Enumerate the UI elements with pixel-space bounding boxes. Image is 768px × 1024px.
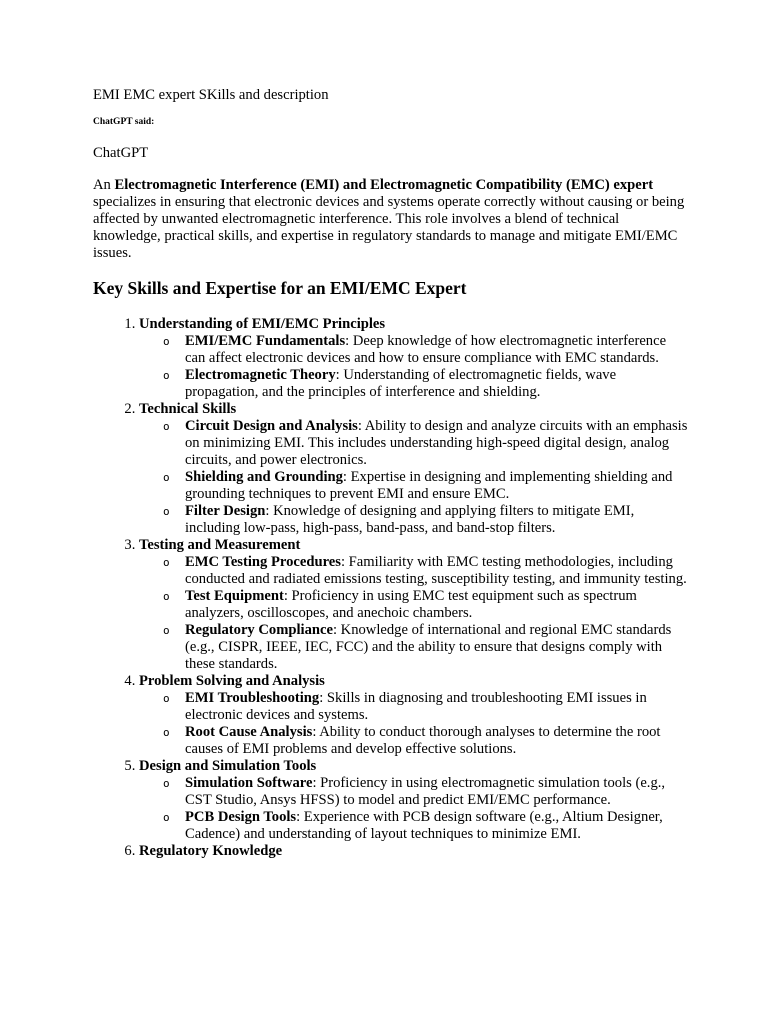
skill-category [139,843,688,860]
skill-category-title: Understanding of EMI/EMC Principles [139,316,386,332]
subskill-title: Circuit Design and Analysis [185,418,358,434]
subskill-text: : Knowledge of designing and applying filters to mitigate EMI, including low-pass, high-pass, band-pass, and band-stop filters. [185,503,635,536]
subskill-text: : Deep knowledge of how electromagnetic interference can affect electronic devices and how to ensure compliance with EMC standards. [185,333,667,366]
subskill-item [163,622,688,673]
bullet-icon: o [163,556,170,569]
subskill-text: : Ability to design and analyze circuits with an emphasis on minimizing EMI. This includes understanding high-speed digital design, analog circuits, and power electronics. [185,418,688,468]
subskill-title: Simulation Software [185,775,313,791]
skill-category-title: Technical Skills [139,401,237,417]
skill-category-title: Problem Solving and Analysis [139,673,325,689]
intro-rest: specializes in ensuring that electronic devices and systems operate correctly without causing or being affected by unwanted electromagnetic interference. This role involves a blend of technical knowledge, practical skills, and expertise in regulatory standards to manage and mitigate EMI/EMC issues. [93,194,685,261]
skill-category [139,316,688,401]
intro-bold-term: Electromagnetic Interference (EMI) and Electromagnetic Compatibility (EMC) expert [114,177,654,193]
skill-category [139,401,688,537]
subskill-list [139,690,688,758]
skill-category [139,537,688,673]
subskill-item [163,333,688,367]
subskill-item [163,724,688,758]
bullet-icon: o [163,726,170,739]
subskill-item [163,809,688,843]
subskill-text: : Proficiency in using EMC test equipment such as spectrum analyzers, oscilloscopes, and anechoic chambers. [185,588,637,621]
bullet-icon: o [163,369,170,382]
subskill-text: : Skills in diagnosing and troubleshooting EMI issues in electronic devices and systems. [185,690,647,723]
subskill-title: EMI Troubleshooting [185,690,320,706]
subskill-item [163,588,688,622]
bullet-icon: o [163,777,170,790]
bullet-icon: o [163,471,170,484]
subskill-list [139,554,688,673]
bullet-icon: o [163,420,170,433]
subskill-title: Electromagnetic Theory [185,367,336,383]
subskill-title: Shielding and Grounding [185,469,343,485]
subskill-title: EMC Testing Procedures [185,554,341,570]
skill-category-title: Regulatory Knowledge [139,843,283,859]
subskill-text: : Familiarity with EMC testing methodologies, including conducted and radiated emissions testing, susceptibility testing, and immunity testing. [185,554,687,587]
subskill-title: Regulatory Compliance [185,622,333,638]
subskill-text: : Experience with PCB design software (e.g., Altium Designer, Cadence) and understanding of layout techniques to minimize EMI. [185,809,663,842]
author-name: ChatGPT [93,145,149,161]
subskill-text: : Expertise in designing and implementing shielding and grounding techniques to prevent EMI and ensure EMC. [185,469,673,502]
subskill-list [139,418,688,537]
bullet-icon: o [163,624,170,637]
subskill-list [139,775,688,843]
subskill-item [163,503,688,537]
subskill-text: : Ability to conduct thorough analyses to determine the root causes of EMI problems and develop effective solutions. [185,724,661,757]
subskill-title: Test Equipment [185,588,284,604]
skill-category-title: Design and Simulation Tools [139,758,317,774]
bullet-icon: o [163,590,170,603]
subskill-item [163,775,688,809]
subskill-list [139,333,688,401]
skills-list [93,316,688,860]
subskill-item [163,367,688,401]
subskill-text: : Proficiency in using electromagnetic simulation tools (e.g., CST Studio, Ansys HFSS) to model and predict EMI/EMC performance. [185,775,666,808]
subskill-item [163,554,688,588]
skill-category-title: Testing and Measurement [139,537,301,553]
subskill-item [163,690,688,724]
bullet-icon: o [163,335,170,348]
chatgpt-said-label: ChatGPT said: [93,117,155,127]
skill-category [139,673,688,758]
intro-prefix: An [93,177,115,193]
intro-paragraph [93,177,688,262]
section-heading: Key Skills and Expertise for an EMI/EMC Expert [93,278,467,298]
subskill-text: : Knowledge of international and regional EMC standards (e.g., CISPR, IEEE, IEC, FCC) and the ability to ensure that designs comply with these standards. [185,622,672,672]
bullet-icon: o [163,692,170,705]
subskill-title: PCB Design Tools [185,809,297,825]
skill-category [139,758,688,843]
document-title: EMI EMC expert SKills and description [93,87,329,103]
subskill-item [163,418,688,469]
subskill-text: : Understanding of electromagnetic fields, wave propagation, and the principles of interference and shielding. [185,367,617,400]
subskill-title: Filter Design [185,503,266,519]
bullet-icon: o [163,811,170,824]
subskill-title: EMI/EMC Fundamentals [185,333,346,349]
subskill-item [163,469,688,503]
subskill-title: Root Cause Analysis [185,724,313,740]
bullet-icon: o [163,505,170,518]
